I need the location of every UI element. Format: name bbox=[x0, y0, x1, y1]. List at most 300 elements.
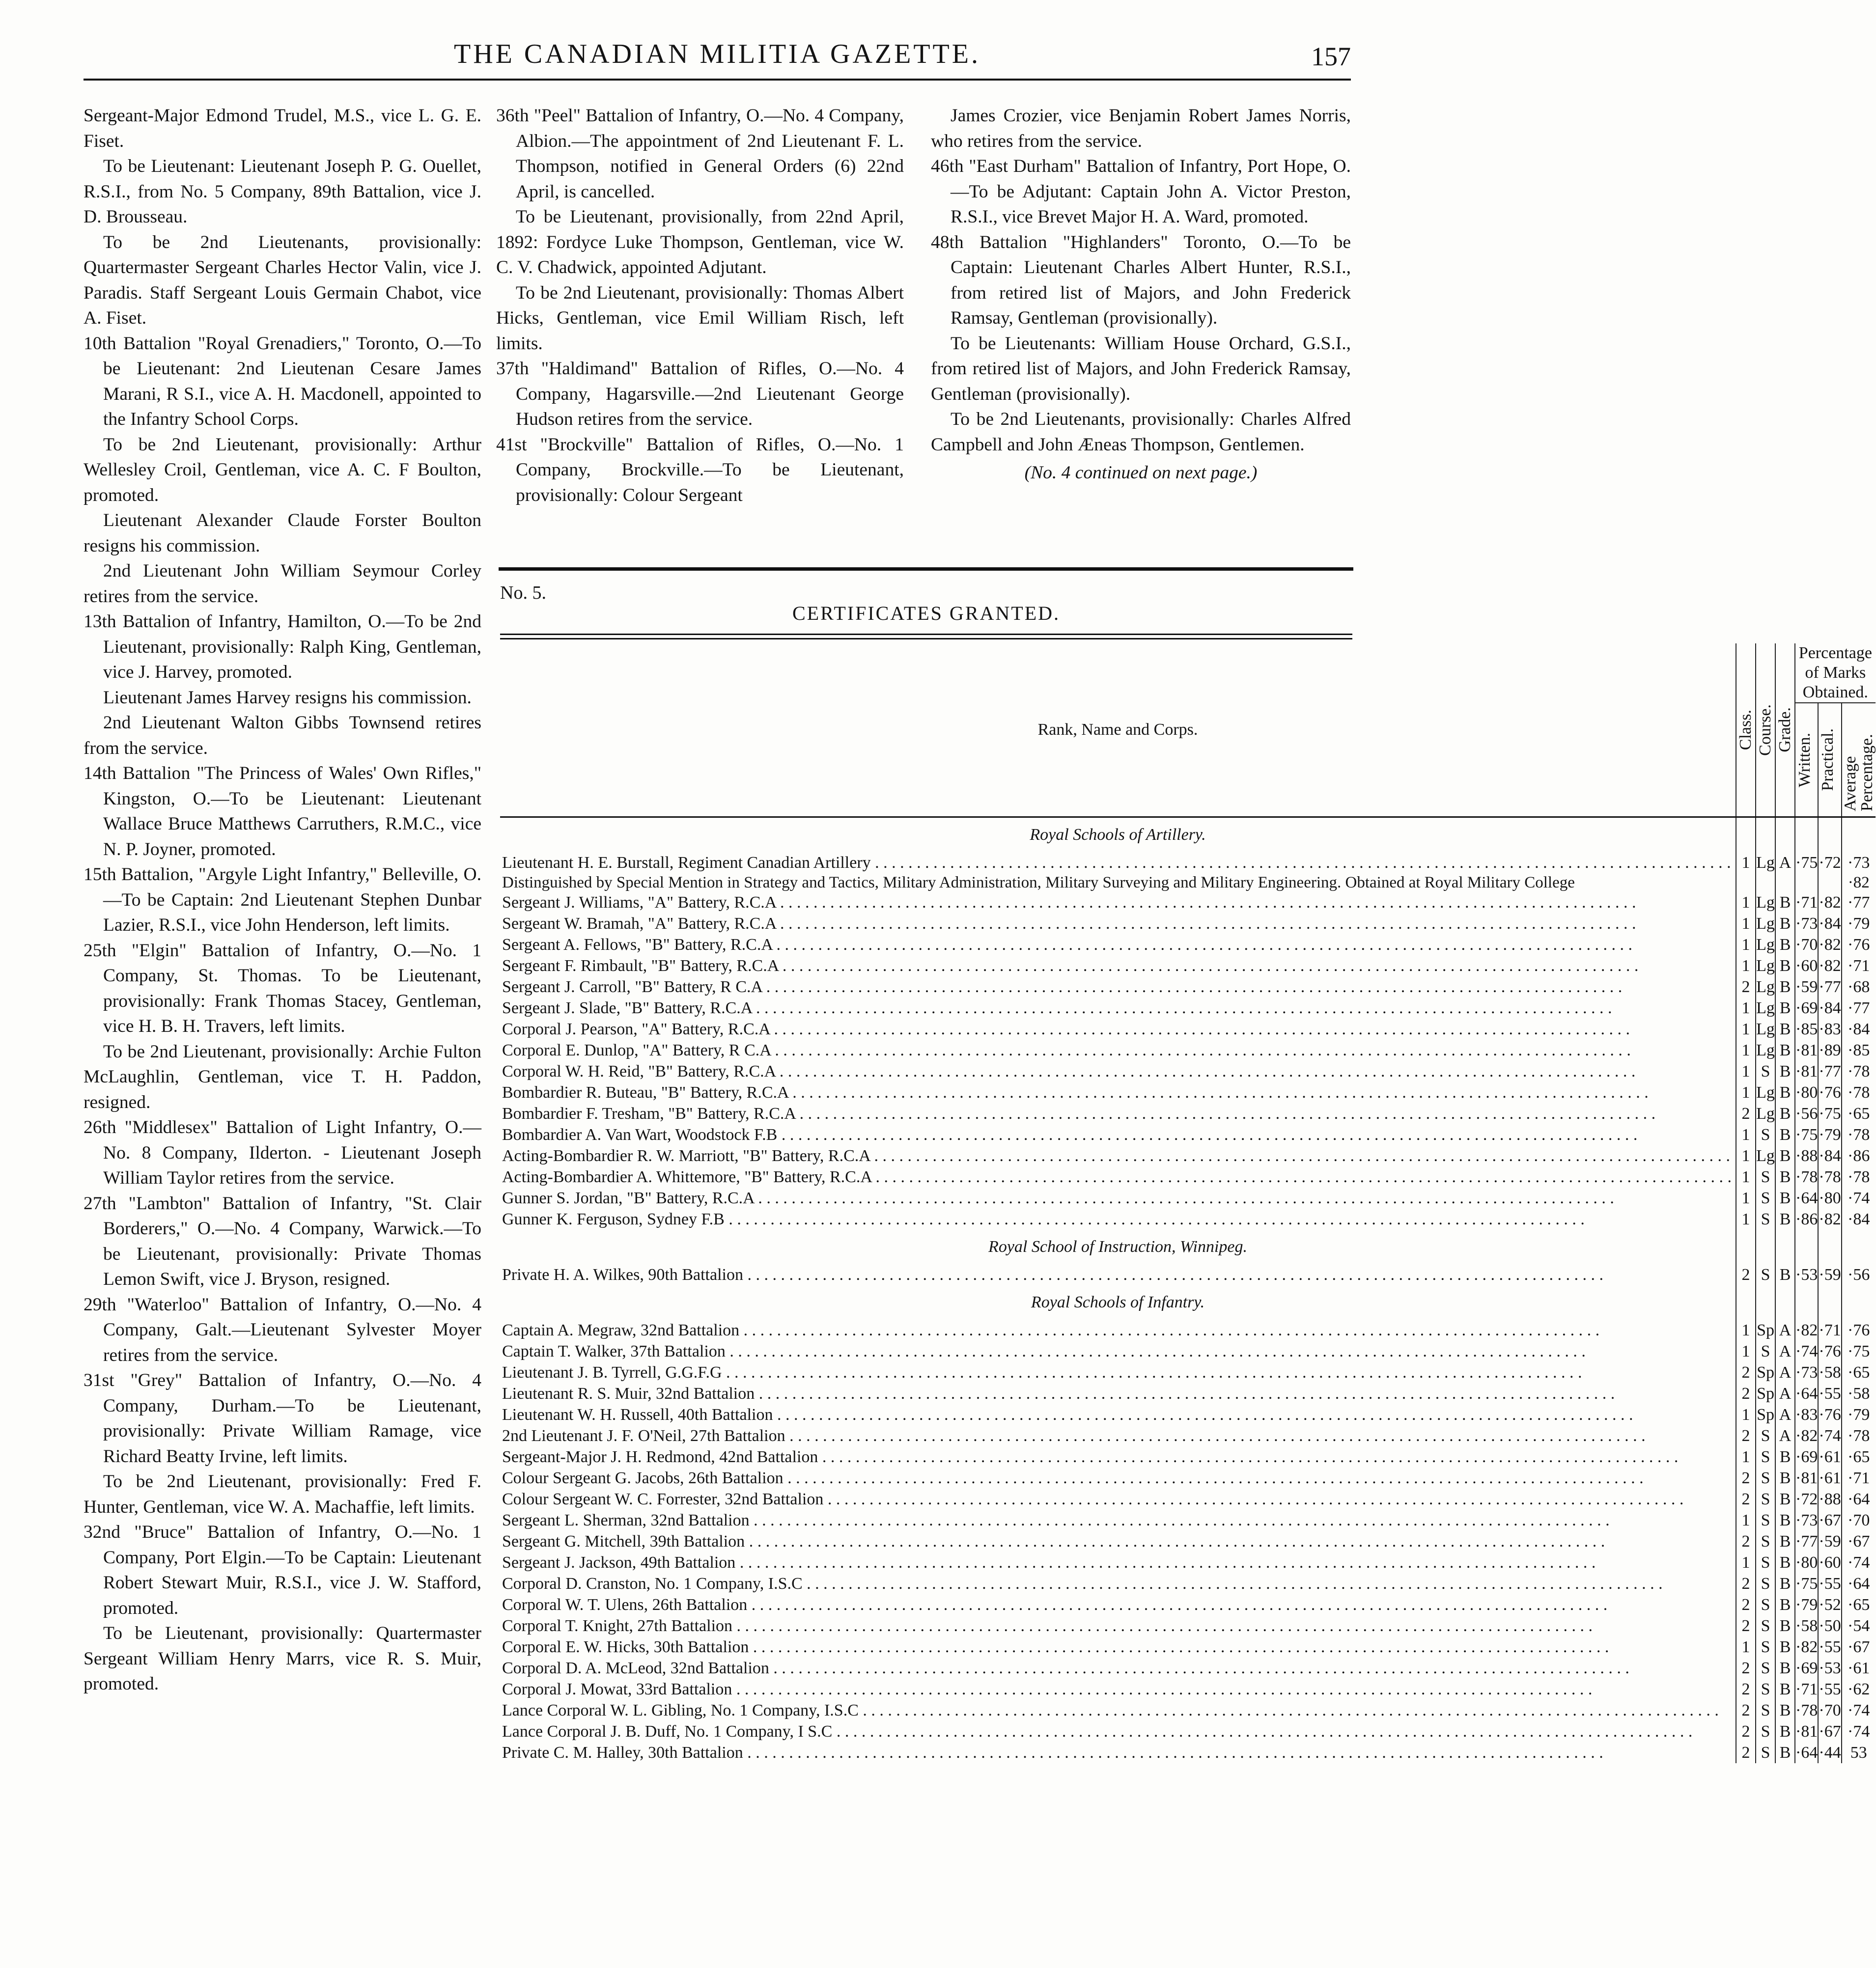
grade-cell: B bbox=[1775, 892, 1795, 913]
average-cell: ·65 bbox=[1842, 1362, 1876, 1383]
table-row bbox=[500, 1061, 1876, 1082]
written-cell: ·75 bbox=[1795, 1573, 1818, 1594]
average-cell: ·61 bbox=[1842, 1658, 1876, 1679]
course-cell: Sp bbox=[1756, 1320, 1775, 1341]
practical-cell: ·67 bbox=[1818, 1721, 1841, 1742]
class-cell: 2 bbox=[1736, 1721, 1756, 1742]
paragraph: 26th "Middlesex" Battalion of Light Infantry, O.—No. 8 Company, Ilderton. - Lieutenant Joseph William Taylor retires from the service. bbox=[84, 1117, 481, 1188]
paragraph: 10th Battalion "Royal Grenadiers," Toronto, O.—To be Lieutenant: 2nd Lieutenan Cesare James Marani, R S.I., vice A. H. Macdonell, appointed to the Infantry School Corps. bbox=[84, 333, 481, 429]
table-row bbox=[500, 1040, 1876, 1061]
average-cell: ·74 bbox=[1842, 1721, 1876, 1742]
class-cell: 1 bbox=[1736, 1636, 1756, 1658]
written-cell: ·69 bbox=[1795, 1658, 1818, 1679]
course-cell: S bbox=[1756, 1615, 1775, 1636]
paragraph: To be Lieutenant, provisionally, from 22nd April, 1892: Fordyce Luke Thompson, Gentleman, vice W. C. V. Chadwick, appointed Adjutant. bbox=[496, 207, 904, 277]
practical-cell: ·53 bbox=[1818, 1658, 1841, 1679]
rank-name-corps: Corporal J. Pearson, "A" Battery, R.C.A . . . bbox=[500, 1019, 1736, 1040]
average-cell: ·76 bbox=[1842, 1320, 1876, 1341]
course-cell: S bbox=[1756, 1552, 1775, 1573]
table-row bbox=[500, 1124, 1876, 1145]
practical-cell: ·78 bbox=[1818, 1166, 1841, 1188]
practical-cell: ·70 bbox=[1818, 1700, 1841, 1721]
paragraph: Lieutenant Alexander Claude Forster Boulton resigns his commission. bbox=[84, 510, 481, 556]
class-cell: 1 bbox=[1736, 1145, 1756, 1166]
empty-cell bbox=[1756, 1230, 1775, 1264]
course-cell: S bbox=[1756, 1124, 1775, 1145]
average-cell: ·70 bbox=[1842, 1510, 1876, 1531]
grade-cell: A bbox=[1775, 1362, 1795, 1383]
paragraph: 27th "Lambton" Battalion of Infantry, "St. Clair Borderers," O.—No. 4 Company, Warwick.—To be Lieutenant, provisionally: Private Thomas Lemon Swift, vice J. Bryson, resigned. bbox=[84, 1193, 481, 1289]
class-cell: 1 bbox=[1736, 1082, 1756, 1103]
class-cell: 2 bbox=[1736, 1679, 1756, 1700]
written-cell: ·59 bbox=[1795, 976, 1818, 998]
empty-cell bbox=[1756, 817, 1775, 853]
empty-cell bbox=[1775, 1285, 1795, 1320]
rank-name-corps: Bombardier R. Buteau, "B" Battery, R.C.A . . . bbox=[500, 1082, 1736, 1103]
written-cell: ·77 bbox=[1795, 1531, 1818, 1552]
practical-cell: ·76 bbox=[1818, 1404, 1841, 1425]
rank-name-corps: Lance Corporal J. B. Duff, No. 1 Company, I S.C . . . bbox=[500, 1721, 1736, 1742]
rank-name-corps: Corporal T. Knight, 27th Battalion . . . bbox=[500, 1615, 1736, 1636]
grade-cell: B bbox=[1775, 1489, 1795, 1510]
page-number: 157 bbox=[1311, 42, 1351, 71]
practical-cell: ·59 bbox=[1818, 1531, 1841, 1552]
course-cell: S bbox=[1756, 1425, 1775, 1446]
grade-cell: B bbox=[1775, 1742, 1795, 1763]
rank-name-corps: Sergeant G. Mitchell, 39th Battalion . . . bbox=[500, 1531, 1736, 1552]
empty-cell bbox=[1842, 817, 1876, 853]
page-header bbox=[84, 38, 1351, 74]
paragraph: 14th Battalion "The Princess of Wales' Own Rifles," Kingston, O.—To be Lieutenant: Lieutenant Wallace Bruce Matthews Carruthers, R.M.C., vice N. P. Joyner, promoted. bbox=[84, 763, 481, 859]
course-cell: Lg bbox=[1756, 1103, 1775, 1124]
class-cell: 2 bbox=[1736, 1700, 1756, 1721]
table-row bbox=[500, 1264, 1876, 1285]
course-cell: Lg bbox=[1756, 998, 1775, 1019]
empty-cell bbox=[1736, 1285, 1756, 1320]
table-row bbox=[500, 892, 1876, 913]
grade-cell: B bbox=[1775, 1124, 1795, 1145]
class-cell: 1 bbox=[1736, 1552, 1756, 1573]
table-row bbox=[500, 1362, 1876, 1383]
grade-cell: B bbox=[1775, 1636, 1795, 1658]
average-cell: ·74 bbox=[1842, 1700, 1876, 1721]
rank-name-corps: Sergeant J. Carroll, "B" Battery, R C.A . . . bbox=[500, 976, 1736, 998]
written-cell: ·82 bbox=[1795, 1320, 1818, 1341]
written-cell: ·85 bbox=[1795, 1019, 1818, 1040]
class-cell: 1 bbox=[1736, 1320, 1756, 1341]
class-cell: 2 bbox=[1736, 1425, 1756, 1446]
paragraph: Sergeant-Major Edmond Trudel, M.S., vice L. G. E. Fiset. bbox=[84, 106, 481, 151]
table-row bbox=[500, 1636, 1876, 1658]
practical-cell: ·88 bbox=[1818, 1489, 1841, 1510]
grade-cell: B bbox=[1775, 1166, 1795, 1188]
rank-name-corps: Sergeant W. Bramah, "A" Battery, R.C.A . . . bbox=[500, 913, 1736, 934]
column-left bbox=[84, 103, 481, 1697]
class-cell: 1 bbox=[1736, 998, 1756, 1019]
rank-name-corps: Bombardier A. Van Wart, Woodstock F.B . . . bbox=[500, 1124, 1736, 1145]
practical-cell: ·77 bbox=[1818, 976, 1841, 998]
practical-cell: ·60 bbox=[1818, 1552, 1841, 1573]
written-cell: ·82 bbox=[1795, 1425, 1818, 1446]
practical-cell bbox=[1818, 873, 1841, 892]
class-cell: 1 bbox=[1736, 1124, 1756, 1145]
course-cell: S bbox=[1756, 1594, 1775, 1615]
written-cell: ·74 bbox=[1795, 1341, 1818, 1362]
written-cell: ·81 bbox=[1795, 1721, 1818, 1742]
paragraph: 25th "Elgin" Battalion of Infantry, O.—No. 1 Company, St. Thomas. To be Lieutenant, provisionally: Frank Thomas Stacey, Gentleman, vice H. B. H. Travers, left limits. bbox=[84, 940, 481, 1036]
practical-cell: ·67 bbox=[1818, 1510, 1841, 1531]
table-row bbox=[500, 1082, 1876, 1103]
grade-cell: A bbox=[1775, 1404, 1795, 1425]
average-cell: ·78 bbox=[1842, 1124, 1876, 1145]
course-cell: Lg bbox=[1756, 913, 1775, 934]
table-top-rule bbox=[500, 634, 1352, 639]
course-cell: S bbox=[1756, 1209, 1775, 1230]
paragraph: To be 2nd Lieutenant, provisionally: Fred F. Hunter, Gentleman, vice W. A. Machaffie, left limits. bbox=[84, 1471, 481, 1517]
course-cell: Sp bbox=[1756, 1383, 1775, 1404]
certificates-table bbox=[500, 643, 1876, 1763]
class-cell: 2 bbox=[1736, 976, 1756, 998]
table-row bbox=[500, 1209, 1876, 1230]
course-cell: S bbox=[1756, 1531, 1775, 1552]
class-cell: 1 bbox=[1736, 1166, 1756, 1188]
grade-cell: B bbox=[1775, 1510, 1795, 1531]
average-cell: ·71 bbox=[1842, 955, 1876, 976]
grade-cell: B bbox=[1775, 934, 1795, 955]
practical-cell: ·44 bbox=[1818, 1742, 1841, 1763]
average-cell: ·82 bbox=[1842, 873, 1876, 892]
table-row bbox=[500, 1510, 1876, 1531]
rank-name-corps: Lieutenant H. E. Burstall, Regiment Canadian Artillery . . . bbox=[500, 852, 1736, 873]
table-row bbox=[500, 1341, 1876, 1362]
average-cell: ·78 bbox=[1842, 1166, 1876, 1188]
written-cell: ·86 bbox=[1795, 1209, 1818, 1230]
paragraph: 29th "Waterloo" Battalion of Infantry, O.—No. 4 Company, Galt.—Lieutenant Sylvester Moyer retires from the service. bbox=[84, 1294, 481, 1365]
course-cell: S bbox=[1756, 1468, 1775, 1489]
header-practical bbox=[1818, 703, 1841, 817]
course-cell: S bbox=[1756, 1721, 1775, 1742]
average-cell: ·62 bbox=[1842, 1679, 1876, 1700]
average-cell: ·74 bbox=[1842, 1552, 1876, 1573]
practical-cell: ·82 bbox=[1818, 934, 1841, 955]
header-grade bbox=[1775, 643, 1795, 817]
rank-name-corps: 2nd Lieutenant J. F. O'Neil, 27th Battalion . . . bbox=[500, 1425, 1736, 1446]
table-row bbox=[500, 1700, 1876, 1721]
table-row bbox=[500, 873, 1876, 892]
course-cell: Lg bbox=[1756, 1145, 1775, 1166]
table-row bbox=[500, 934, 1876, 955]
grade-cell: B bbox=[1775, 1188, 1795, 1209]
grade-cell: A bbox=[1775, 1341, 1795, 1362]
average-cell: ·85 bbox=[1842, 1040, 1876, 1061]
table-row bbox=[500, 976, 1876, 998]
table-row bbox=[500, 1320, 1876, 1341]
class-cell: 1 bbox=[1736, 1341, 1756, 1362]
practical-cell: ·55 bbox=[1818, 1383, 1841, 1404]
average-cell: ·79 bbox=[1842, 1404, 1876, 1425]
rank-name-corps: Sergeant-Major J. H. Redmond, 42nd Battalion . . . bbox=[500, 1446, 1736, 1468]
class-cell: 1 bbox=[1736, 1510, 1756, 1531]
course-cell: Sp bbox=[1756, 1362, 1775, 1383]
practical-cell: ·76 bbox=[1818, 1082, 1841, 1103]
table-row bbox=[500, 1742, 1876, 1763]
average-cell: ·67 bbox=[1842, 1636, 1876, 1658]
grade-cell: B bbox=[1775, 1446, 1795, 1468]
empty-cell bbox=[1795, 817, 1818, 853]
practical-cell: ·55 bbox=[1818, 1679, 1841, 1700]
written-cell: ·69 bbox=[1795, 1446, 1818, 1468]
grade-cell: B bbox=[1775, 1658, 1795, 1679]
rank-name-corps: Colour Sergeant G. Jacobs, 26th Battalion . . . bbox=[500, 1468, 1736, 1489]
empty-cell bbox=[1842, 1285, 1876, 1320]
paragraph: To be Lieutenants: William House Orchard, G.S.I., from retired list of Majors, and John Frederick Ramsay, Gentleman (provisionally). bbox=[931, 333, 1351, 404]
average-cell: ·64 bbox=[1842, 1573, 1876, 1594]
paragraph: To be 2nd Lieutenant, provisionally: Archie Fulton McLaughlin, Gentleman, vice T. H. Paddon, resigned. bbox=[84, 1041, 481, 1112]
written-cell: ·71 bbox=[1795, 892, 1818, 913]
course-cell: S bbox=[1756, 1341, 1775, 1362]
group-heading: Royal Schools of Artillery. bbox=[1030, 826, 1206, 844]
grade-cell: B bbox=[1775, 1040, 1795, 1061]
rank-name-corps: Sergeant L. Sherman, 32nd Battalion . . . bbox=[500, 1510, 1736, 1531]
grade-cell: B bbox=[1775, 1145, 1795, 1166]
course-cell: Lg bbox=[1756, 934, 1775, 955]
practical-cell: ·89 bbox=[1818, 1040, 1841, 1061]
average-cell: ·74 bbox=[1842, 1188, 1876, 1209]
header-average bbox=[1842, 703, 1876, 817]
class-cell: 1 bbox=[1736, 1209, 1756, 1230]
paragraph: 37th "Haldimand" Battalion of Rifles, O.—No. 4 Company, Hagarsville.—2nd Lieutenant George Hudson retires from the service. bbox=[496, 359, 904, 429]
grade-cell: B bbox=[1775, 1700, 1795, 1721]
class-cell: 2 bbox=[1736, 1383, 1756, 1404]
written-cell: ·69 bbox=[1795, 998, 1818, 1019]
certificates-body bbox=[500, 817, 1876, 1764]
practical-cell: ·72 bbox=[1818, 852, 1841, 873]
rank-name-corps: Sergeant A. Fellows, "B" Battery, R.C.A . . . bbox=[500, 934, 1736, 955]
column-middle bbox=[496, 103, 904, 508]
paragraph: To be 2nd Lieutenants, provisionally: Quartermaster Sergeant Charles Hector Valin, vice J. Paradis. Staff Sergeant Louis Germain Chabot, vice A. Fiset. bbox=[84, 232, 481, 328]
paragraph: 31st "Grey" Battalion of Infantry, O.—No. 4 Company, Durham.—To be Lieutenant, provisionally: Private William Ramage, vice Richard Beatty Irvine, left limits. bbox=[84, 1370, 481, 1467]
rank-name-corps: Gunner S. Jordan, "B" Battery, R.C.A . . . bbox=[500, 1188, 1736, 1209]
practical-cell: ·61 bbox=[1818, 1468, 1841, 1489]
class-cell: 1 bbox=[1736, 1404, 1756, 1425]
header-rule bbox=[84, 79, 1351, 81]
table-row bbox=[500, 1573, 1876, 1594]
table-row bbox=[500, 1594, 1876, 1615]
written-cell: ·58 bbox=[1795, 1615, 1818, 1636]
grade-cell: B bbox=[1775, 998, 1795, 1019]
paragraph: 36th "Peel" Battalion of Infantry, O.—No. 4 Company, Albion.—The appointment of 2nd Lieutenant F. L. Thompson, notified in General Orders (6) 22nd April, is cancelled. bbox=[496, 106, 904, 202]
class-cell: 1 bbox=[1736, 1188, 1756, 1209]
header-written bbox=[1795, 703, 1818, 817]
practical-cell: ·55 bbox=[1818, 1636, 1841, 1658]
course-cell: Lg bbox=[1756, 1082, 1775, 1103]
written-cell: ·82 bbox=[1795, 1636, 1818, 1658]
practical-cell: ·55 bbox=[1818, 1573, 1841, 1594]
average-cell: ·77 bbox=[1842, 998, 1876, 1019]
paragraph: (No. 4 continued on next page.) bbox=[1024, 463, 1258, 483]
rank-name-corps: Lieutenant J. B. Tyrrell, G.G.F.G . . . bbox=[500, 1362, 1736, 1383]
header-class bbox=[1736, 643, 1756, 817]
paragraph: To be Lieutenant: Lieutenant Joseph P. G. Ouellet, R.S.I., from No. 5 Company, 89th Battalion, vice J. D. Brousseau. bbox=[84, 156, 481, 227]
group-heading-row bbox=[500, 1230, 1876, 1264]
rank-name-corps: Lieutenant R. S. Muir, 32nd Battalion . . . bbox=[500, 1383, 1736, 1404]
average-cell: ·56 bbox=[1842, 1264, 1876, 1285]
average-cell: ·79 bbox=[1842, 913, 1876, 934]
table-row bbox=[500, 1531, 1876, 1552]
course-cell: S bbox=[1756, 1700, 1775, 1721]
average-cell: 53 bbox=[1842, 1742, 1876, 1763]
written-cell: ·73 bbox=[1795, 913, 1818, 934]
empty-cell bbox=[1775, 817, 1795, 853]
written-cell: ·81 bbox=[1795, 1061, 1818, 1082]
written-cell: ·75 bbox=[1795, 1124, 1818, 1145]
practical-cell: ·84 bbox=[1818, 913, 1841, 934]
class-cell: 1 bbox=[1736, 1061, 1756, 1082]
written-cell: ·64 bbox=[1795, 1188, 1818, 1209]
rank-name-corps: Distinguished by Special Mention in Strategy and Tactics, Military Administration, Military Surveying and Military Engineering. Obtained at Royal Military College bbox=[502, 874, 1575, 891]
rank-name-corps: Private H. A. Wilkes, 90th Battalion . . . bbox=[500, 1264, 1736, 1285]
empty-cell bbox=[1842, 1230, 1876, 1264]
written-cell: ·78 bbox=[1795, 1700, 1818, 1721]
grade-cell: B bbox=[1775, 1082, 1795, 1103]
class-cell: 1 bbox=[1736, 934, 1756, 955]
empty-cell bbox=[1736, 817, 1756, 853]
rank-name-corps: Captain T. Walker, 37th Battalion . . . bbox=[500, 1341, 1736, 1362]
grade-cell: B bbox=[1775, 1061, 1795, 1082]
rank-name-corps: Colour Sergeant W. C. Forrester, 32nd Battalion . . . bbox=[500, 1489, 1736, 1510]
header-course bbox=[1756, 643, 1775, 817]
practical-cell: ·84 bbox=[1818, 1145, 1841, 1166]
rank-name-corps: Corporal J. Mowat, 33rd Battalion . . . bbox=[500, 1679, 1736, 1700]
class-cell: 2 bbox=[1736, 1531, 1756, 1552]
written-cell: ·60 bbox=[1795, 955, 1818, 976]
practical-cell: ·50 bbox=[1818, 1615, 1841, 1636]
written-cell: ·70 bbox=[1795, 934, 1818, 955]
rank-name-corps: Corporal D. A. McLeod, 32nd Battalion . . . bbox=[500, 1658, 1736, 1679]
grade-cell: B bbox=[1775, 1468, 1795, 1489]
practical-cell: ·79 bbox=[1818, 1124, 1841, 1145]
empty-cell bbox=[1818, 817, 1841, 853]
empty-cell bbox=[1795, 1230, 1818, 1264]
class-cell: 1 bbox=[1736, 1019, 1756, 1040]
course-cell: Lg bbox=[1756, 1040, 1775, 1061]
course-cell: Lg bbox=[1756, 955, 1775, 976]
course-cell: Lg bbox=[1756, 976, 1775, 998]
empty-cell bbox=[1756, 1285, 1775, 1320]
empty-cell bbox=[1818, 1285, 1841, 1320]
rank-name-corps: Lieutenant W. H. Russell, 40th Battalion . . . bbox=[500, 1404, 1736, 1425]
table-row bbox=[500, 1188, 1876, 1209]
table-row bbox=[500, 1489, 1876, 1510]
header-rank: Rank, Name and Corps. bbox=[500, 643, 1736, 817]
written-cell: ·53 bbox=[1795, 1264, 1818, 1285]
class-cell: 2 bbox=[1736, 1658, 1756, 1679]
grade-cell: B bbox=[1775, 1594, 1795, 1615]
course-cell: Sp bbox=[1756, 1404, 1775, 1425]
practical-cell: ·80 bbox=[1818, 1188, 1841, 1209]
table-row bbox=[500, 852, 1876, 873]
practical-cell: ·71 bbox=[1818, 1320, 1841, 1341]
course-cell: S bbox=[1756, 1510, 1775, 1531]
group-heading: Royal Schools of Infantry. bbox=[1031, 1293, 1205, 1311]
paragraph: 32nd "Bruce" Battalion of Infantry, O.—No. 1 Company, Port Elgin.—To be Captain: Lieutenant Robert Stewart Muir, R.S.I., vice J. W. Stafford, promoted. bbox=[84, 1522, 481, 1618]
course-cell: S bbox=[1756, 1166, 1775, 1188]
rank-name-corps: Sergeant J. Jackson, 49th Battalion . . . bbox=[500, 1552, 1736, 1573]
group-heading: Royal School of Instruction, Winnipeg. bbox=[988, 1238, 1247, 1256]
grade-cell: A bbox=[1775, 1425, 1795, 1446]
course-cell: S bbox=[1756, 1264, 1775, 1285]
header-course-label: Course. bbox=[1756, 704, 1775, 756]
written-cell: ·83 bbox=[1795, 1404, 1818, 1425]
paragraph: Lieutenant James Harvey resigns his commission. bbox=[103, 687, 472, 708]
average-cell: ·76 bbox=[1842, 934, 1876, 955]
written-cell: ·73 bbox=[1795, 1362, 1818, 1383]
table-row bbox=[500, 1019, 1876, 1040]
class-cell bbox=[1736, 873, 1756, 892]
grade-cell: B bbox=[1775, 1721, 1795, 1742]
table-row bbox=[500, 1679, 1876, 1700]
column-right bbox=[931, 103, 1351, 486]
written-cell: ·81 bbox=[1795, 1468, 1818, 1489]
rank-name-corps: Bombardier F. Tresham, "B" Battery, R.C.A . . . bbox=[500, 1103, 1736, 1124]
paragraph: To be 2nd Lieutenant, provisionally: Thomas Albert Hicks, Gentleman, vice Emil William Risch, left limits. bbox=[496, 282, 904, 354]
rank-name-corps: Captain A. Megraw, 32nd Battalion . . . bbox=[500, 1320, 1736, 1341]
empty-cell bbox=[1818, 1230, 1841, 1264]
table-row bbox=[500, 1145, 1876, 1166]
table-row bbox=[500, 913, 1876, 934]
class-cell: 1 bbox=[1736, 955, 1756, 976]
table-row bbox=[500, 1615, 1876, 1636]
practical-cell: ·74 bbox=[1818, 1425, 1841, 1446]
paragraph: 48th Battalion "Highlanders" Toronto, O.—To be Captain: Lieutenant Charles Albert Hunter, R.S.I., from retired list of Majors, and John Frederick Ramsay, Gentleman (provisionally). bbox=[931, 232, 1351, 328]
header-class-label: Class. bbox=[1736, 709, 1755, 750]
rank-name-corps: Acting-Bombardier R. W. Marriott, "B" Battery, R.C.A . . . bbox=[500, 1145, 1736, 1166]
table-row bbox=[500, 1383, 1876, 1404]
written-cell: ·64 bbox=[1795, 1742, 1818, 1763]
rank-name-corps: Corporal W. H. Reid, "B" Battery, R.C.A . . . bbox=[500, 1061, 1736, 1082]
grade-cell: B bbox=[1775, 1264, 1795, 1285]
written-cell: ·79 bbox=[1795, 1594, 1818, 1615]
table-row bbox=[500, 955, 1876, 976]
rank-name-corps: Corporal E. Dunlop, "A" Battery, R C.A . . . bbox=[500, 1040, 1736, 1061]
written-cell bbox=[1795, 873, 1818, 892]
table-row bbox=[500, 1425, 1876, 1446]
header-average-label: Average Percentage. bbox=[1841, 734, 1876, 811]
written-cell: ·71 bbox=[1795, 1679, 1818, 1700]
gazette-title: THE CANADIAN MILITIA GAZETTE. bbox=[454, 39, 980, 69]
rank-name-corps: Sergeant F. Rimbault, "B" Battery, R.C.A . . . bbox=[500, 955, 1736, 976]
grade-cell: A bbox=[1775, 1383, 1795, 1404]
empty-cell bbox=[1775, 1230, 1795, 1264]
average-cell: ·54 bbox=[1842, 1615, 1876, 1636]
paragraph: 2nd Lieutenant John William Seymour Corley retires from the service. bbox=[84, 561, 481, 607]
course-cell: Lg bbox=[1756, 892, 1775, 913]
header-percentage: Percentage of Marks Obtained. bbox=[1795, 643, 1876, 703]
rank-name-corps: Lance Corporal W. L. Gibling, No. 1 Company, I.S.C . . . bbox=[500, 1700, 1736, 1721]
empty-cell bbox=[1795, 1285, 1818, 1320]
grade-cell: B bbox=[1775, 1615, 1795, 1636]
rank-name-corps: Corporal W. T. Ulens, 26th Battalion . . . bbox=[500, 1594, 1736, 1615]
paragraph: 15th Battalion, "Argyle Light Infantry," Belleville, O.—To be Captain: 2nd Lieutenant Stephen Dunbar Lazier, R.S.I., vice John Henderson, left limits. bbox=[84, 864, 481, 935]
average-cell: ·86 bbox=[1842, 1145, 1876, 1166]
class-cell: 2 bbox=[1736, 1103, 1756, 1124]
course-cell: Lg bbox=[1756, 1019, 1775, 1040]
average-cell: ·84 bbox=[1842, 1209, 1876, 1230]
practical-cell: ·82 bbox=[1818, 955, 1841, 976]
grade-cell: A bbox=[1775, 1320, 1795, 1341]
header-practical-label: Practical. bbox=[1819, 728, 1837, 791]
header-written-label: Written. bbox=[1795, 732, 1814, 787]
